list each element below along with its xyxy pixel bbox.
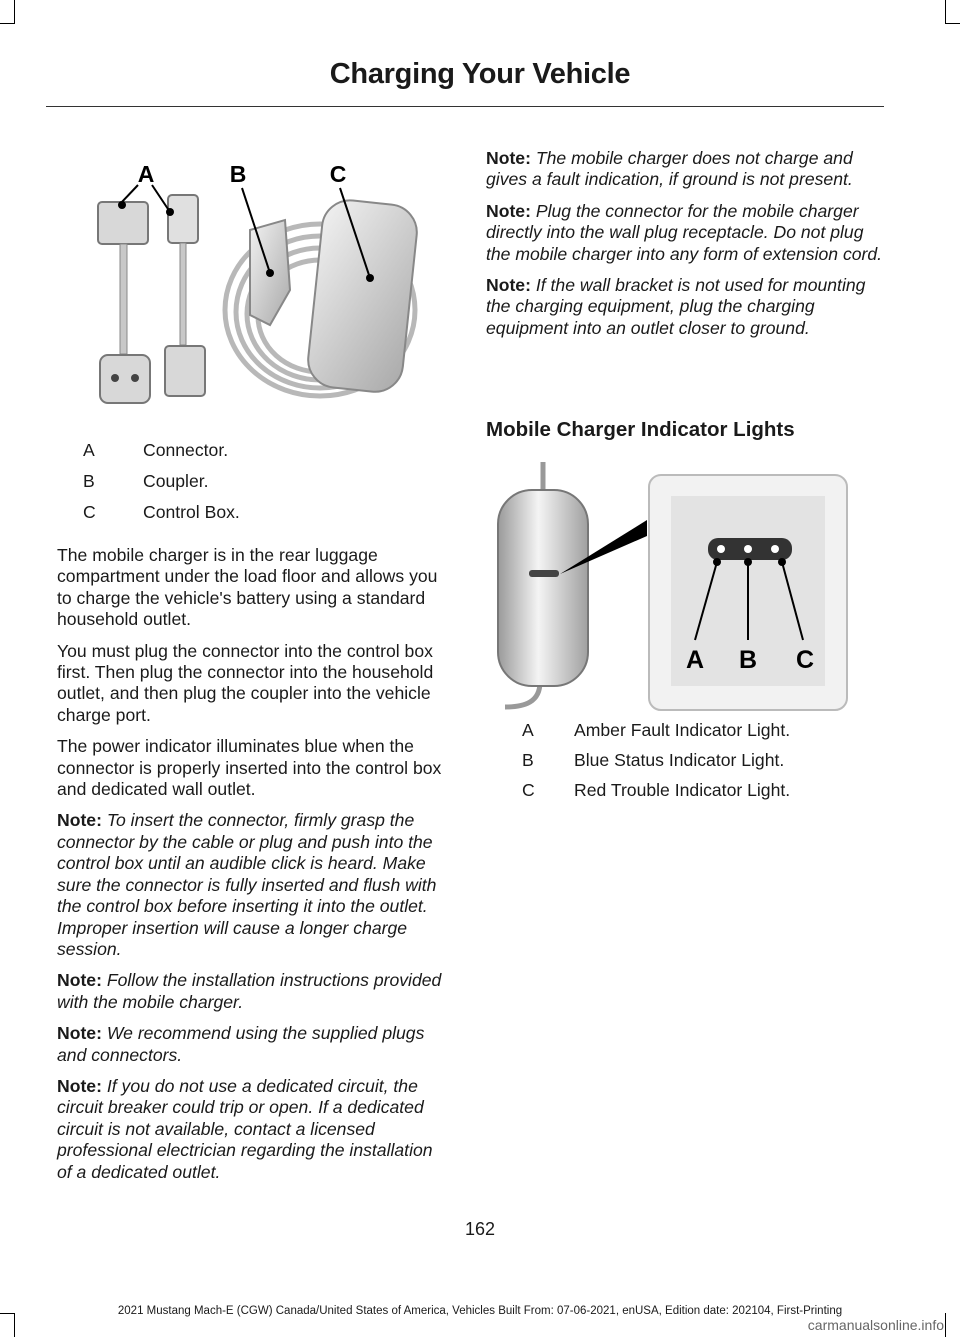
note-text: If the wall bracket is not used for mounting the charging equipment, plug the charging equipment into an outlet closer to ground. <box>486 275 866 338</box>
page-title: Charging Your Vehicle <box>329 58 631 90</box>
figure1-legend <box>83 440 443 530</box>
note-label: Note: <box>57 810 102 831</box>
note-label: Note: <box>486 148 531 168</box>
section-heading: Mobile Charger Indicator Lights <box>486 418 795 441</box>
crop-mark <box>0 23 14 24</box>
legend-label: Control Box. <box>143 502 240 522</box>
crop-mark <box>14 0 15 24</box>
note-text: We recommend using the supplied plugs and connectors. <box>57 1023 425 1065</box>
right-column <box>486 148 884 339</box>
footer-edition-text: 2021 Mustang Mach-E (CGW) Canada/United States of America, Vehicles Built From: 07-06-2021, enUSA, Edition date: 202104, First-Printing <box>117 1305 843 1317</box>
figure2-legend <box>522 720 882 830</box>
callout-a: A <box>137 161 155 187</box>
paragraph: The power indicator illuminates blue when the connector is properly inserted into the control box and dedicated wall outlet. <box>57 736 442 800</box>
note-label: Note: <box>57 970 102 991</box>
paragraph: You must plug the connector into the control box first. Then plug the connector into the household outlet, and then plug the coupler into the vehicle charge port. <box>57 640 434 725</box>
note-label: Note: <box>486 275 531 296</box>
note <box>57 1076 447 1183</box>
legend-key: A <box>522 720 534 740</box>
callout-c: C <box>329 161 347 187</box>
legend-label: Connector. <box>143 440 229 460</box>
legend-label: Coupler. <box>143 471 209 491</box>
page-number: 162 <box>464 1219 496 1239</box>
legend-label: Blue Status Indicator Light. <box>574 750 785 770</box>
callout-b: B <box>738 646 758 674</box>
legend-key: C <box>522 780 535 800</box>
note-label: Note: <box>57 1023 102 1044</box>
indicator-lights-illustration <box>495 462 855 714</box>
crop-mark <box>945 0 946 24</box>
note-text: If you do not use a dedicated circuit, the circuit breaker could trip or open. If a dedicated circuit is not available, contact a licensed professional electrician regarding the installation of a dedicated outlet. <box>57 1075 433 1182</box>
header-rule <box>46 106 884 107</box>
note-text: Plug the connector for the mobile charger directly into the wall plug receptacle. Do not plug the mobile charger into any form of extension cord. <box>486 200 883 264</box>
paragraph: The mobile charger is in the rear luggage compartment under the load floor and allows you to charge the vehicle's battery using a standard household outlet. <box>57 545 438 630</box>
note <box>57 1023 447 1066</box>
left-column <box>57 545 447 1183</box>
legend-label: Red Trouble Indicator Light. <box>574 780 791 800</box>
legend-key: B <box>83 471 95 491</box>
note-text: The mobile charger does not charge and gives a fault indication, if ground is not present. <box>486 148 853 190</box>
legend-label: Amber Fault Indicator Light. <box>574 720 791 740</box>
note <box>486 201 884 265</box>
note <box>57 970 447 1013</box>
callout-b: B <box>229 161 247 187</box>
watermark: carmanualsonline.info <box>807 1317 944 1333</box>
callout-a: A <box>685 646 705 674</box>
note <box>57 810 447 960</box>
crop-mark <box>946 23 960 24</box>
note <box>486 275 884 339</box>
note-text: Follow the installation instructions provided with the mobile charger. <box>57 970 442 1012</box>
note-text: To insert the connector, firmly grasp the connector by the cable or plug and push into the control box until an audible click is heard. Make sure the connector is fully inserted and flush with the control box before inserting it into the outlet. Improper insertion will cause a longer charge session. <box>57 810 437 959</box>
mobile-charger-illustration <box>90 150 425 415</box>
note-label: Note: <box>57 1075 102 1096</box>
note <box>486 148 884 191</box>
note-label: Note: <box>486 200 531 221</box>
legend-key: A <box>83 440 95 460</box>
legend-key: C <box>83 502 96 522</box>
callout-c: C <box>795 646 815 674</box>
legend-key: B <box>522 750 534 770</box>
